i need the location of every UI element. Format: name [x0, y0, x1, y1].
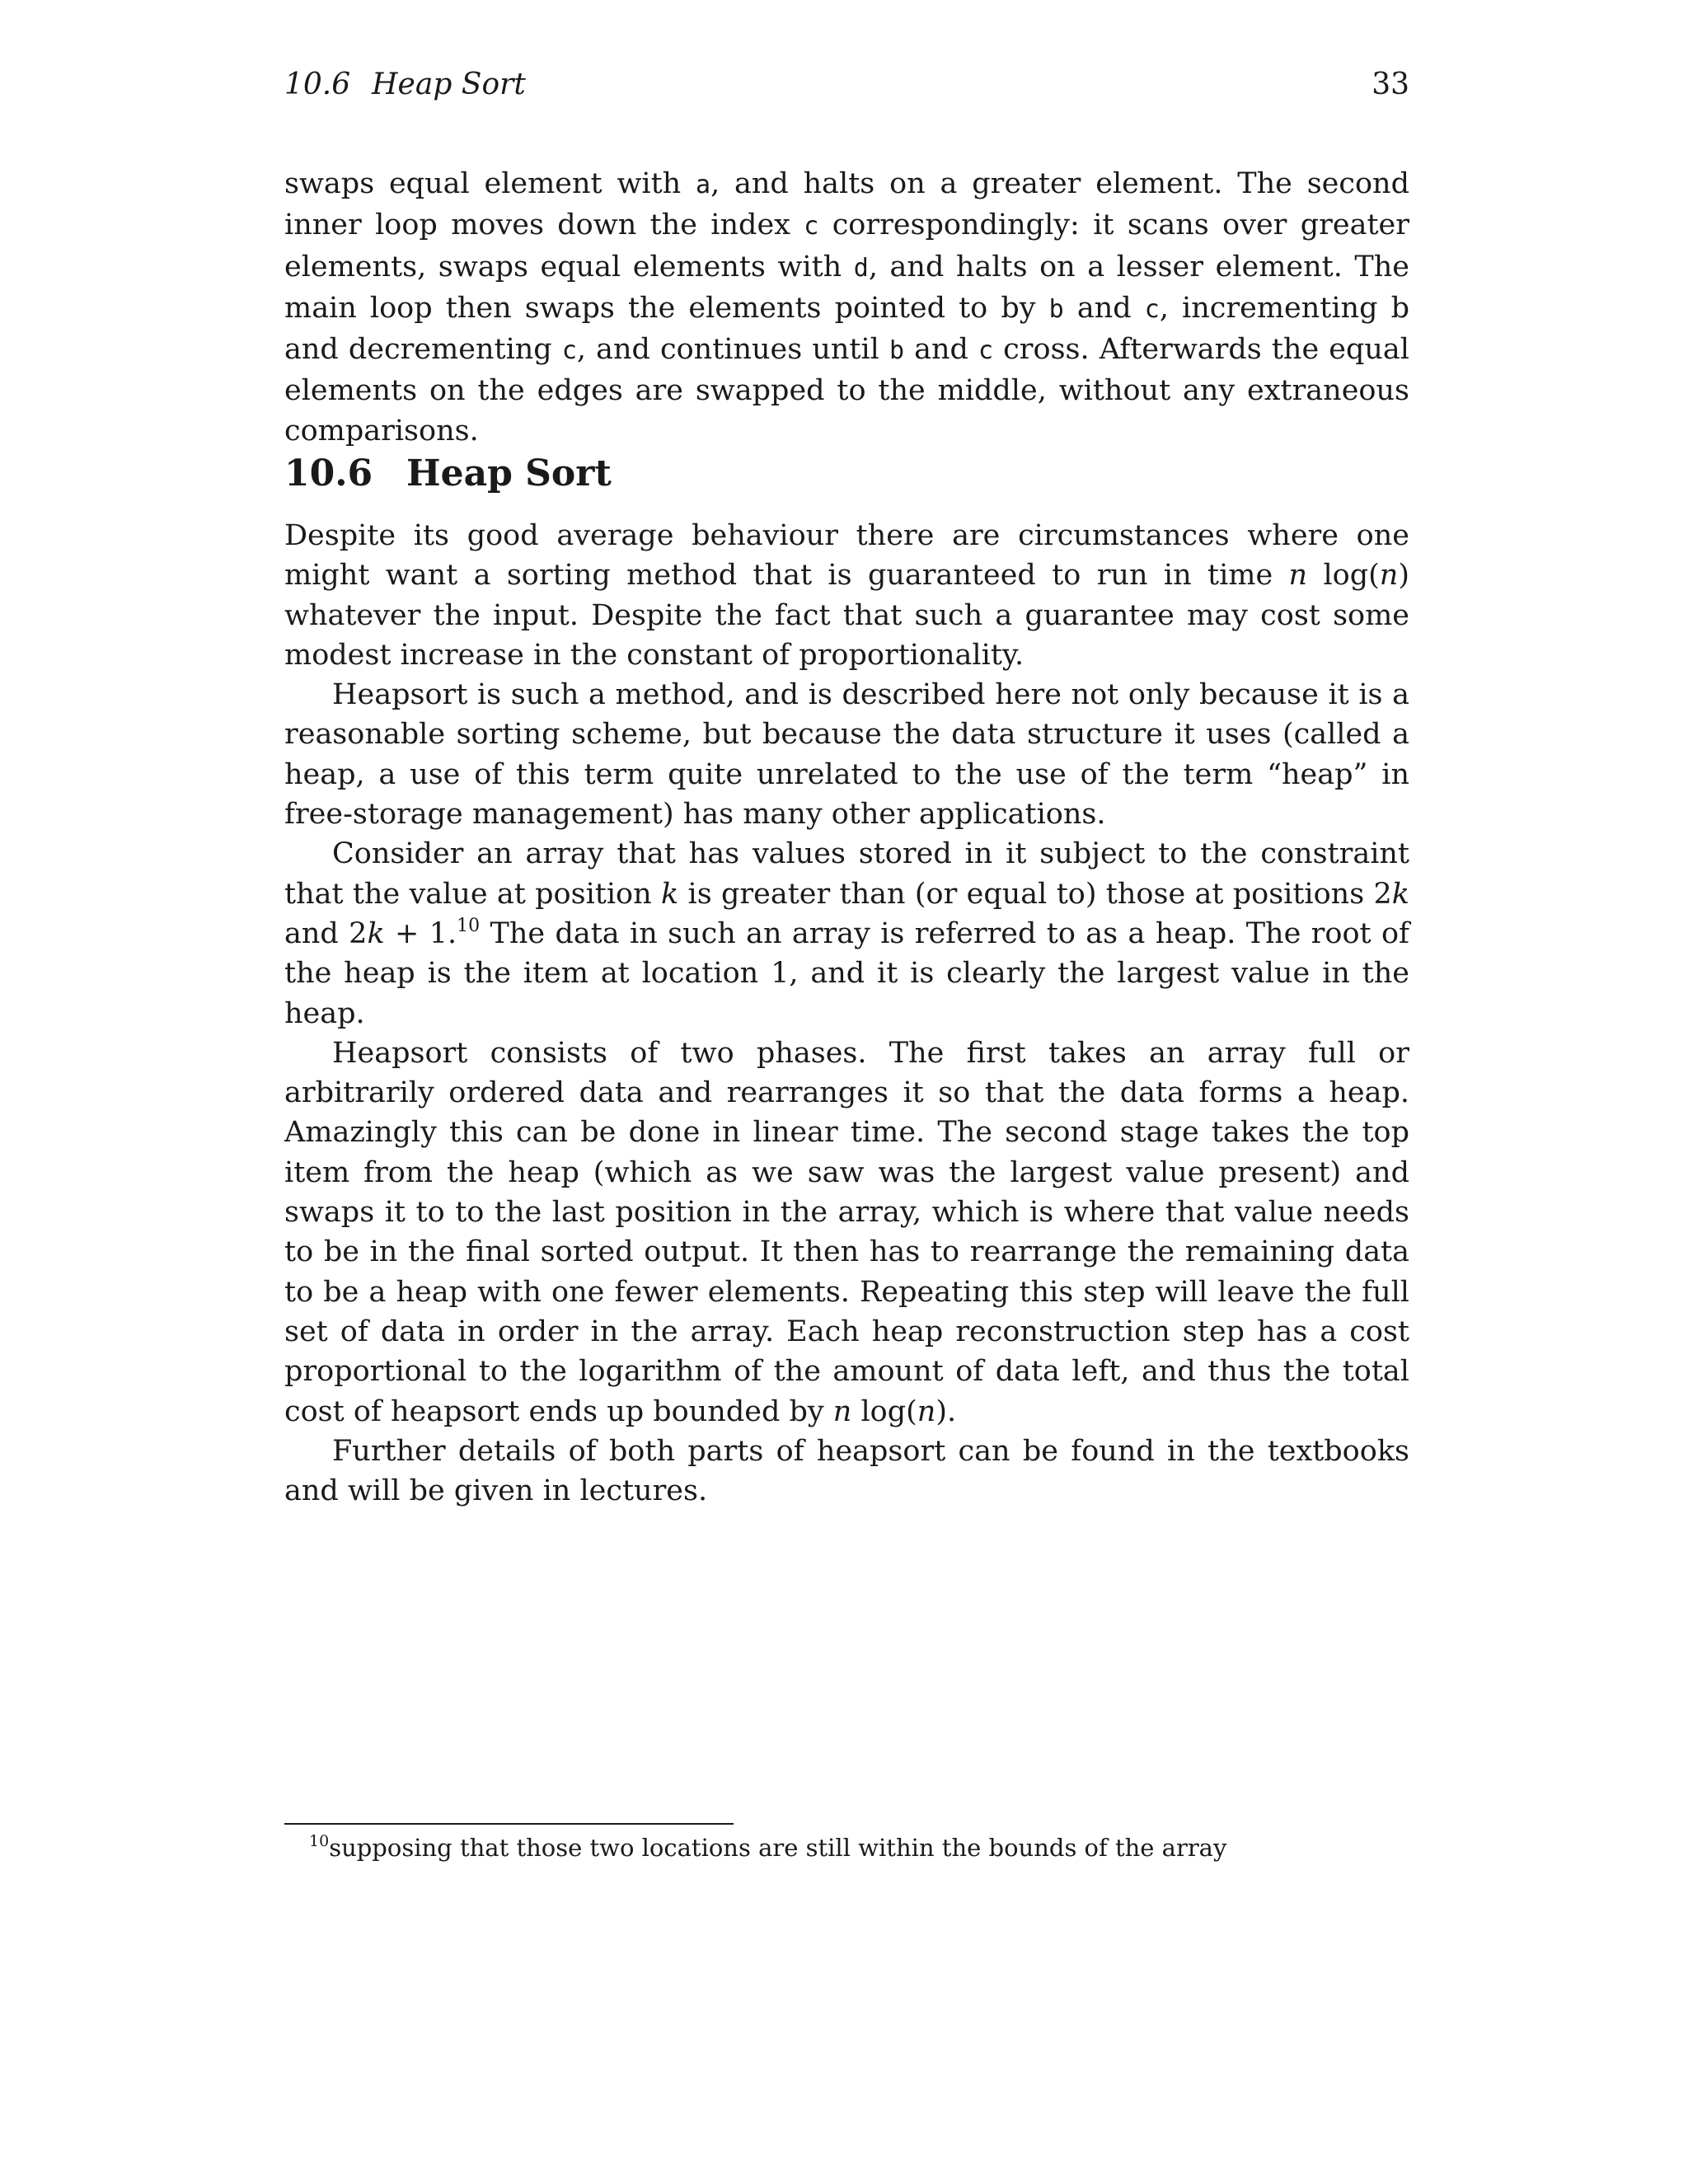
text-run: correspondingly: it scans over greater elements, swaps equal elements with: [284, 209, 1409, 284]
footnote-mark: 10: [309, 1832, 330, 1850]
math-variable: n: [917, 1394, 936, 1428]
text-run: , incrementing b and decrementing: [284, 291, 1409, 367]
math-variable: n: [1288, 559, 1308, 593]
paragraph: [284, 164, 1409, 451]
text-run: ).: [935, 1394, 957, 1428]
paragraph-heap-definition: [284, 834, 1409, 1033]
text-run: + 1.: [384, 916, 457, 950]
math-variable: k: [367, 916, 385, 950]
running-header-section-number: 10.6: [284, 68, 351, 101]
code-token: c: [1144, 294, 1160, 324]
text-run: Despite its good average behaviour there are circumstances where one might want a sorting method that is guaranteed to run in time: [284, 519, 1409, 593]
footnote-reference[interactable]: 10: [457, 915, 481, 936]
code-token: c: [978, 336, 994, 366]
text-run: and: [904, 333, 979, 367]
running-header-section-title: Heap Sort: [372, 68, 526, 101]
section-heading: [284, 449, 612, 499]
paragraph-two-phases: [284, 1033, 1409, 1432]
text-run: Consider an array that has values stored in it subject to the constraint that the value at position: [284, 837, 1409, 911]
section-number: 10.6: [284, 452, 373, 494]
text-run: ) whatever the input. Despite the fact that such a guarantee may cost some modest increase in the constant of proportionality.: [284, 559, 1409, 672]
running-header-title: [284, 64, 526, 105]
footnote-divider: [284, 1823, 734, 1825]
math-variable: k: [660, 877, 679, 911]
text-run: Heapsort consists of two phases. The first takes an array full or arbitrarily ordered data and rearranges it so that the data forms a heap. Amazingly this can be done in linear time. The second stage takes the top item from the heap (which as we saw was the largest value present) and swaps it to to the last position in the array, which is where that value needs to be in the final sorted output. It then has to rearrange the remaining data to be a heap with one fewer elements. Repeating this step will leave the full set of data in order in the array. Each heap reconstruction step has a cost proportional to the logarithm of the amount of data left, and thus the total cost of heapsort ends up bounded by: [284, 1036, 1409, 1428]
code-token: c: [561, 336, 577, 366]
running-header: [284, 64, 1409, 105]
code-token: c: [804, 212, 819, 241]
text-run: swaps equal element with: [284, 167, 696, 200]
text-run: log(: [851, 1394, 917, 1428]
math-variable: n: [1379, 559, 1399, 593]
paragraph-intro: [284, 516, 1409, 675]
text-run: log(: [1307, 559, 1380, 593]
text-run: , and halts on a lesser element. The main loop then swaps the elements pointed to by: [284, 250, 1409, 325]
paragraph-heapsort-method: Heapsort is such a method, and is described here not only because it is a reasonable sorting scheme, but because the data structure it uses (called a heap, a use of this term quite unrelated to the use of the term “heap” in free-storage management) has many other applications.: [284, 678, 1409, 832]
code-token: b: [889, 336, 905, 366]
text-run: , and continues until: [576, 333, 889, 367]
section-title: Heap Sort: [406, 452, 612, 494]
text-run: , and halts on a greater element. The second inner loop moves down the index: [284, 167, 1409, 242]
text-run: The data in such an array is referred to as a heap. The root of the heap is the item at location 1, and it is clearly the largest value in the heap.: [284, 916, 1409, 1030]
math-variable: k: [1391, 877, 1409, 911]
math-variable: n: [832, 1394, 852, 1428]
code-token: b: [1048, 294, 1064, 324]
text-run: and: [1063, 291, 1145, 325]
text-run: is greater than (or equal to) those at positions 2: [678, 877, 1392, 911]
text-run: cross. Afterwards the equal elements on the edges are swapped to the middle, without any extraneous comparisons.: [284, 333, 1409, 448]
footnote: [309, 1831, 1226, 1864]
paragraph-further-details: Further details of both parts of heapsort can be found in the textbooks and will be given in lectures.: [284, 1434, 1409, 1508]
text-run: and 2: [284, 916, 368, 950]
footnote-text: supposing that those two locations are still within the bounds of the array: [329, 1834, 1227, 1862]
code-token: a: [696, 171, 711, 199]
code-token: d: [853, 253, 869, 283]
continuation-paragraph: [284, 164, 1409, 451]
page-number: 33: [1372, 68, 1409, 101]
section-body: [284, 516, 1409, 1511]
